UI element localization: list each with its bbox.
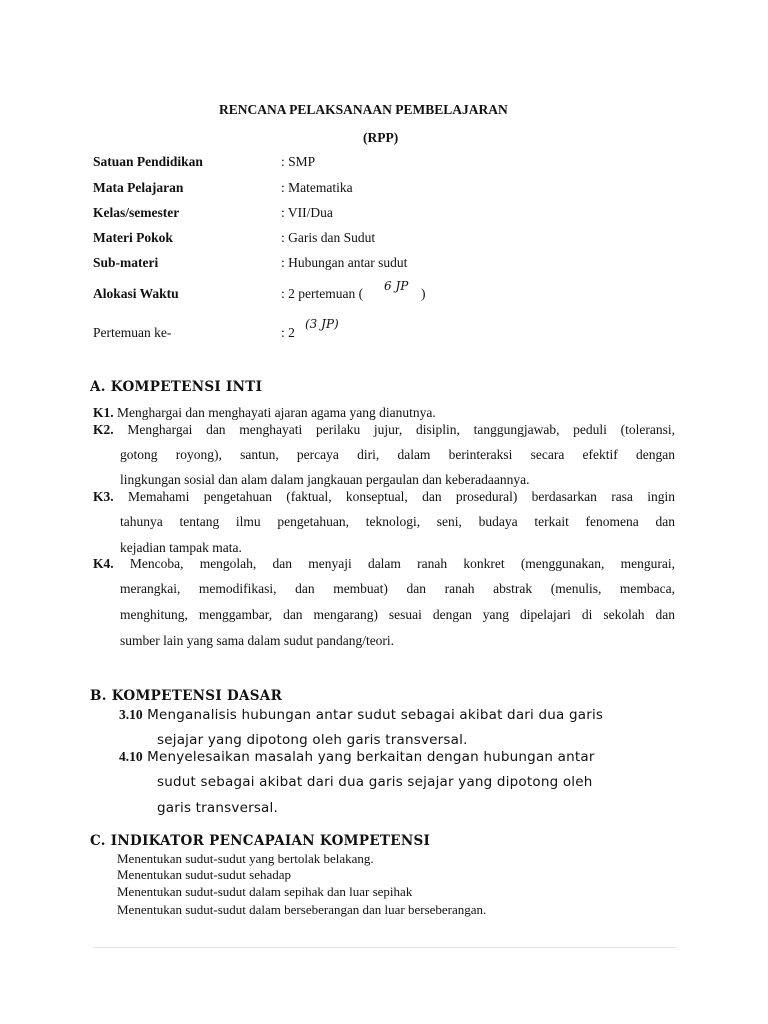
k3-line1: Memahami pengetahuan (faktual, konseptual, dan prosedural) berdasarkan rasa ingin xyxy=(113,489,675,504)
pertemuan-formula: (3 JP) xyxy=(305,317,339,331)
kd-3-10-text: Menganalisis hubungan antar sudut sebagai akibat dari dua garis xyxy=(142,707,604,723)
kelas-label: Kelas/semester xyxy=(93,205,180,220)
pertemuan-value: : 2 xyxy=(281,325,295,340)
kd-4-10-line1 xyxy=(119,748,595,766)
alokasi-close: ) xyxy=(421,286,426,301)
kd-4-10-number: 4.10 xyxy=(119,749,143,764)
indikator-item: Menentukan sudut-sudut dalam sepihak dan luar sepihak xyxy=(117,884,413,899)
materi-value: : Garis dan Sudut xyxy=(281,230,376,245)
indikator-heading: C. INDIKATOR PENCAPAIAN KOMPETENSI xyxy=(90,833,431,849)
kompetensi-dasar-heading: B. KOMPETENSI DASAR xyxy=(90,688,283,704)
k3-line3: kejadian tampak mata. xyxy=(120,540,242,555)
k3-line2: tahunya tentang ilmu pengetahuan, teknologi, seni, budaya terkait fenomena dan xyxy=(120,514,675,529)
k4-code: K4. xyxy=(93,556,114,571)
page-divider xyxy=(93,947,676,948)
alokasi-label: Alokasi Waktu xyxy=(93,286,179,301)
kd-3-10-number: 3.10 xyxy=(119,707,143,722)
kd-3-10-line1 xyxy=(119,706,603,724)
satuan-label: Satuan Pendidikan xyxy=(93,154,203,169)
kd-4-10-line3: garis transversal. xyxy=(157,800,278,816)
kd-3-10-line2: sejajar yang dipotong oleh garis transversal. xyxy=(157,732,468,748)
k2-code: K2. xyxy=(93,422,114,437)
submateri-value: : Hubungan antar sudut xyxy=(281,255,408,270)
k4-line2: merangkai, memodifikasi, dan membuat) dan ranah abstrak (menulis, membaca, xyxy=(120,581,675,596)
kd-4-10-text: Menyelesaikan masalah yang berkaitan dengan hubungan antar xyxy=(142,749,595,765)
k4-item xyxy=(93,556,675,572)
document-subtitle: (RPP) xyxy=(363,130,399,145)
kd-4-10-line2: sudut sebagai akibat dari dua garis sejajar yang dipotong oleh xyxy=(157,774,593,790)
k4-line3: menghitung, menggambar, dan mengarang) sesuai dengan yang dipelajari di sekolah dan xyxy=(120,607,675,622)
k4-line4: sumber lain yang sama dalam sudut pandang/teori. xyxy=(120,633,395,648)
indikator-item: Menentukan sudut-sudut sehadap xyxy=(117,867,292,882)
k3-item xyxy=(93,489,675,505)
k1-text: Menghargai dan menghayati ajaran agama yang dianutnya. xyxy=(113,405,436,420)
indikator-item: Menentukan sudut-sudut yang bertolak belakang. xyxy=(117,851,374,866)
k1-item xyxy=(93,405,436,421)
document-title: RENCANA PELAKSANAAN PEMBELAJARAN xyxy=(219,102,508,117)
alokasi-value: : 2 pertemuan ( xyxy=(281,286,364,301)
materi-label: Materi Pokok xyxy=(93,230,173,245)
indikator-item: Menentukan sudut-sudut dalam berseberangan dan luar berseberangan. xyxy=(117,902,487,917)
kompetensi-inti-heading: A. KOMPETENSI INTI xyxy=(90,379,263,395)
k4-line1: Mencoba, mengolah, dan menyaji dalam ranah konkret (menggunakan, mengurai, xyxy=(113,556,675,571)
submateri-label: Sub-materi xyxy=(93,255,159,270)
k2-line2: gotong royong), santun, percaya diri, dalam berinteraksi secara efektif dengan xyxy=(120,447,675,462)
k2-item xyxy=(93,422,675,438)
k1-code: K1. xyxy=(93,405,114,420)
k3-code: K3. xyxy=(93,489,114,504)
pertemuan-label: Pertemuan ke- xyxy=(93,325,172,340)
mapel-value: : Matematika xyxy=(281,180,353,195)
alokasi-formula: 6 JP xyxy=(384,279,409,293)
satuan-value: : SMP xyxy=(281,154,316,169)
k2-line1: Menghargai dan menghayati perilaku jujur, disiplin, tanggungjawab, peduli (toleransi, xyxy=(113,422,675,437)
mapel-label: Mata Pelajaran xyxy=(93,180,184,195)
kelas-value: : VII/Dua xyxy=(281,205,333,220)
k2-line3: lingkungan sosial dan alam dalam jangkauan pergaulan dan keberadaannya. xyxy=(120,472,530,487)
